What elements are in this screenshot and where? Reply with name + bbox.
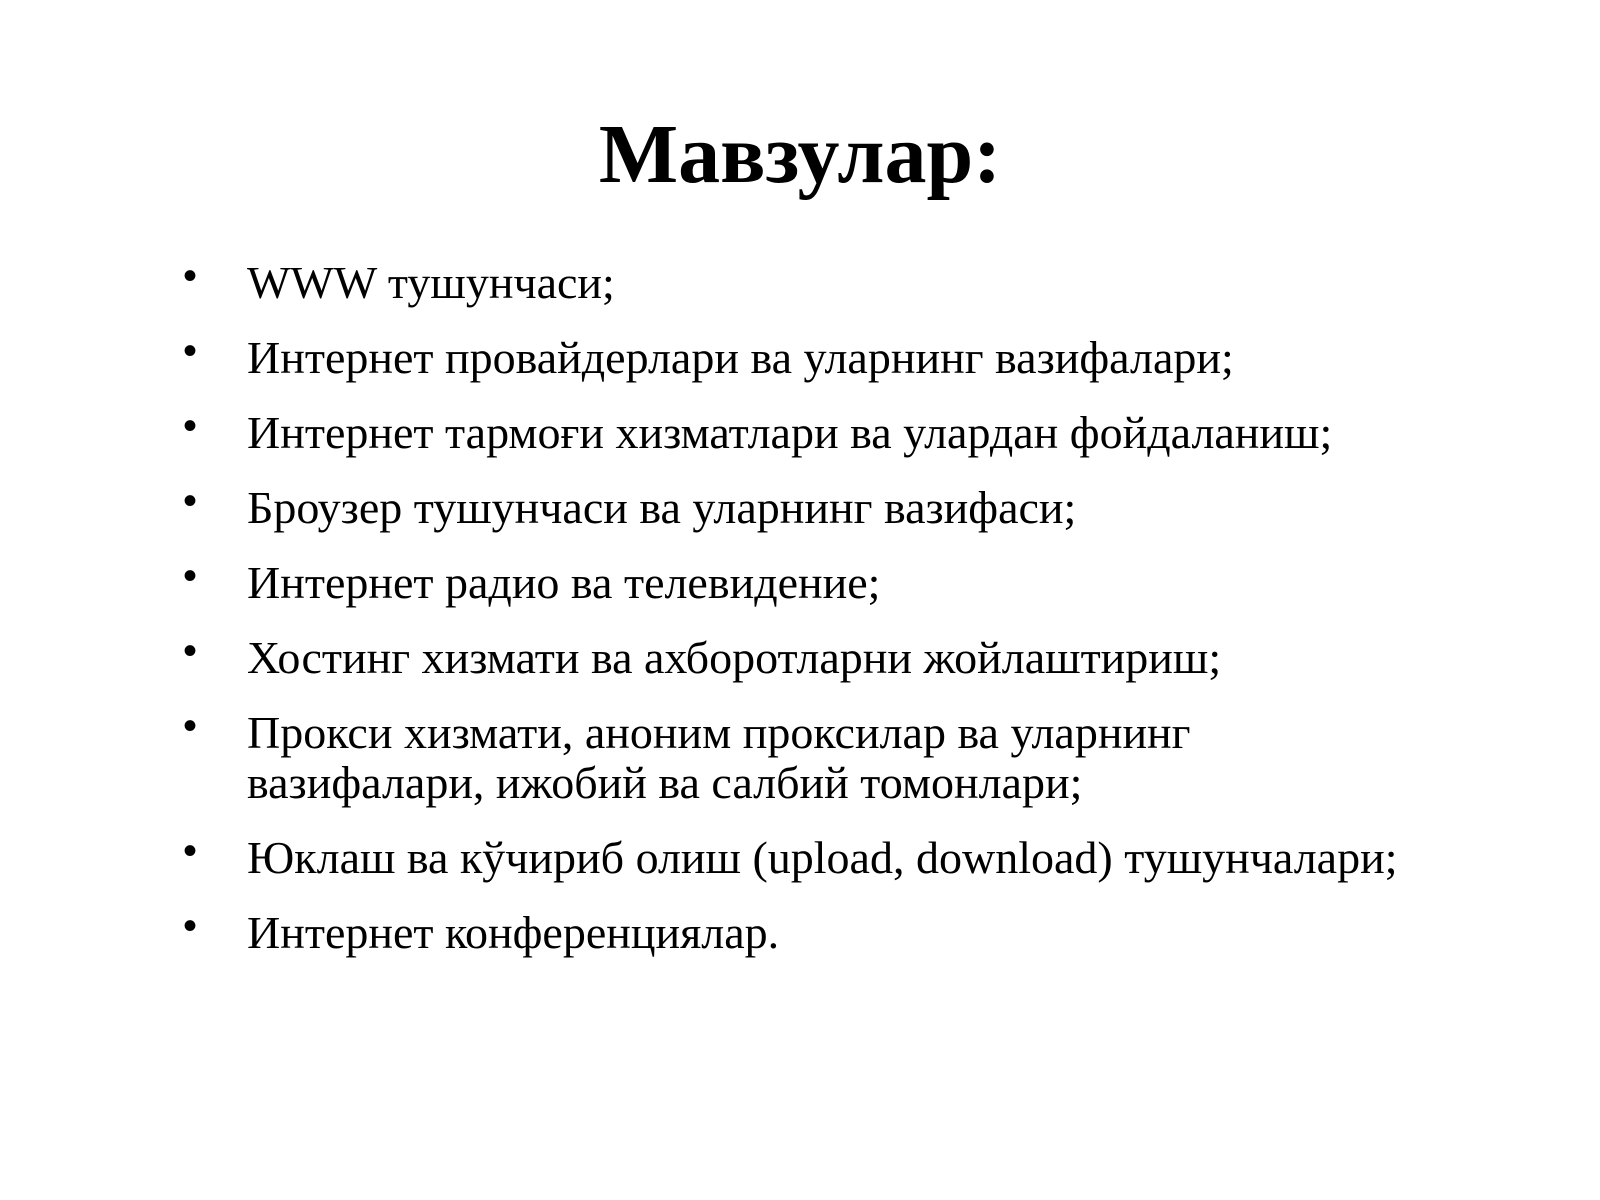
- topic-text: WWW тушунчаси;: [247, 257, 615, 308]
- topic-text: Интернет конференциялар.: [247, 907, 780, 958]
- bullet-icon: •: [183, 329, 198, 373]
- list-item: [183, 329, 1583, 383]
- topic-text: Интернет провайдерлари ва уларнинг вазифалари;: [247, 332, 1234, 383]
- list-item: [183, 554, 1583, 608]
- bullet-icon: •: [183, 254, 198, 298]
- bullet-icon: •: [183, 829, 198, 873]
- topic-text: Броузер тушунчаси ва уларнинг вазифаси;: [247, 482, 1077, 533]
- topic-text: Юклаш ва кўчириб олиш (upload, download) тушунчалари;: [247, 832, 1398, 883]
- list-item: [183, 404, 1583, 458]
- list-item: [183, 254, 1583, 308]
- slide-title: Мавзулар:: [598, 108, 1002, 201]
- bullet-icon: •: [183, 904, 198, 948]
- bullet-icon: •: [183, 479, 198, 523]
- topic-text: Прокси хизмати, аноним проксилар ва уларнинг вазифалари, ижобий ва салбий томонлари;: [247, 707, 1191, 808]
- list-item: [183, 704, 1583, 808]
- bullet-icon: •: [183, 404, 198, 448]
- topic-text: Хостинг хизмати ва ахборотларни жойлаштириш;: [247, 632, 1222, 683]
- list-item: [183, 629, 1583, 683]
- bullet-icon: •: [183, 629, 198, 673]
- bullet-icon: •: [183, 554, 198, 598]
- topic-list: [183, 254, 1583, 983]
- list-item: [183, 479, 1583, 533]
- topic-text: Интернет радио ва телевидение;: [247, 557, 881, 608]
- topic-text: Интернет тармоғи хизматлари ва улардан фойдаланиш;: [247, 407, 1333, 458]
- list-item: [183, 904, 1583, 958]
- list-item: [183, 829, 1583, 883]
- bullet-icon: •: [183, 704, 198, 748]
